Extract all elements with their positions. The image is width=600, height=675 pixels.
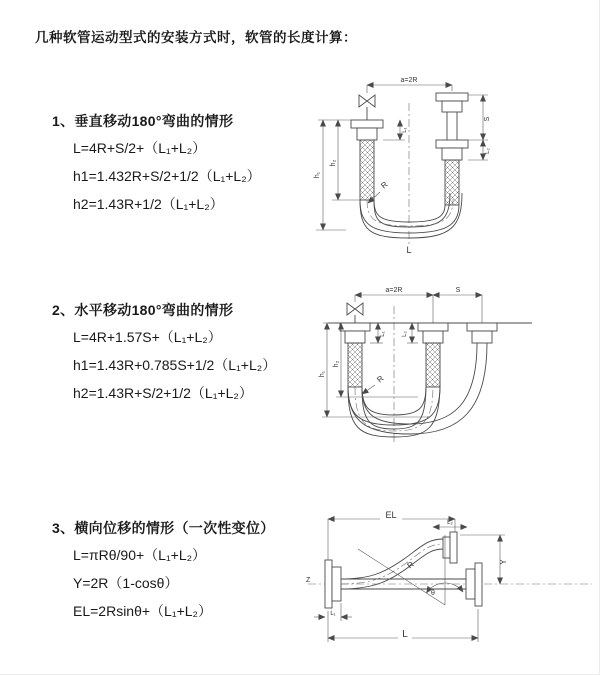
radius-label: R [405, 559, 416, 571]
left-flange [325, 560, 341, 608]
valve-icon [359, 95, 375, 120]
radius-label: R [375, 373, 386, 385]
dim-label-y: Y [499, 559, 508, 565]
formula-line: L=πRθ/90+（L₁+L₂） [73, 547, 207, 563]
length-label: L [406, 245, 412, 255]
dim-label-a2r: a=2R [400, 77, 418, 84]
formula-line: h1=1.43R+0.785S+1/2（L₁+L₂） [73, 357, 277, 373]
formula-line: Y=2R（1-cosθ） [73, 575, 179, 591]
dimension-l1 [370, 323, 386, 343]
hose-arcs [348, 343, 487, 437]
dimension-h1 [319, 323, 430, 417]
section-2-heading: 2、水平移动180°弯曲的情形 [52, 302, 234, 318]
dimension-l1 [383, 120, 408, 140]
left-pipe-flange [351, 120, 383, 200]
section-1 [52, 112, 322, 218]
dimension-l1 [314, 603, 352, 621]
middle-pipe-flange [418, 323, 448, 387]
dimension-stroke-s [468, 95, 491, 160]
formula-line: L=4R+1.57S+（L₁+L₂） [73, 329, 222, 345]
page-title: 几种软管运动型式的安装方式时，软管的长度计算： [35, 30, 357, 45]
dim-label-h1: h₁ [319, 370, 326, 378]
dimension-l [328, 609, 478, 642]
dimension-l2 [402, 323, 418, 343]
valve-icon [347, 295, 363, 323]
right-pipe-flanges [436, 93, 468, 205]
dim-label-el: EL [385, 510, 397, 520]
dim-label-l1: L₁ [330, 611, 336, 617]
s-curve-hose [341, 539, 443, 589]
diagram-vertical-bend [310, 75, 590, 260]
dim-label-h1: h₁ [314, 171, 321, 179]
dim-label-a2r: a=2R [385, 287, 403, 294]
right-pipe-flange [467, 323, 497, 343]
formula-line: h1=1.432R+S/2+1/2（L₁+L₂） [73, 168, 261, 184]
braid-section [445, 160, 459, 205]
braid-section [348, 343, 362, 387]
section-3-heading: 3、横向位移的情形（一次性变位） [52, 520, 275, 536]
axis-marker-label: Z [306, 577, 311, 584]
section-2 [52, 301, 322, 407]
diagram-lateral-displacement [300, 505, 600, 655]
braid-section [360, 140, 374, 200]
formula-line: h2=1.43R+1/2（L₁+L₂） [73, 196, 224, 212]
dim-label-l2: L₂ [485, 148, 491, 154]
dimension-h2 [330, 120, 360, 200]
section-3 [52, 519, 322, 625]
right-flange [466, 563, 482, 606]
dim-label-l2: L₂ [402, 331, 408, 337]
dimension-span [367, 77, 452, 93]
diagram-horizontal-bend [315, 282, 600, 462]
dimension-el [328, 510, 455, 560]
dimension-span [355, 287, 482, 323]
dim-label-h2: h₂ [333, 360, 340, 368]
radius-label: R [379, 179, 390, 191]
dimension-l2 [433, 520, 467, 527]
dim-label-l1: L₁ [402, 127, 408, 133]
formula-line: L=4R+S/2+（L₁+L₂） [73, 140, 207, 156]
radius-callout [362, 374, 386, 394]
left-pipe-flange [340, 323, 370, 387]
braid-section [426, 343, 440, 387]
section-1-heading: 1、垂直移动180°弯曲的情形 [52, 113, 234, 129]
theta-label: θ [431, 590, 435, 597]
formula-line: h2=1.43R+S/2+1/2（L₁+L₂） [73, 385, 253, 401]
dim-label-l1: L₁ [380, 331, 386, 337]
formula-line: EL=2Rsinθ+（L₁+L₂） [73, 603, 212, 619]
length-label: L [402, 629, 408, 640]
dim-label-l2: L₂ [447, 520, 453, 526]
dim-label-s: S [455, 287, 461, 294]
dim-label-s: S [484, 116, 491, 122]
dimension-h1 [314, 120, 351, 230]
dim-label-h2: h₂ [330, 159, 337, 167]
